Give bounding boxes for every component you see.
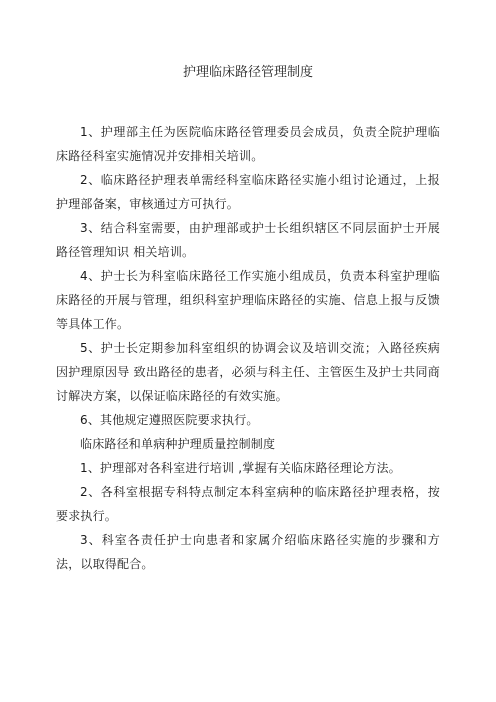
paragraph-4: 4、护士长为科室临床路径工作实施小组成员，负责本科室护理临床路径的开展与管理，组织科室护理临床路径的实施、信息上报与反馈等具体工作。	[56, 269, 440, 331]
paragraph-2: 2、临床路径护理表单需经科室临床路径实施小组讨论通过，上报护理部备案，审核通过方可执行。	[56, 173, 440, 211]
paragraph-6: 6、其他规定遵照医院要求执行。	[80, 413, 259, 427]
paragraph-1: 1、护理部主任为医院临床路径管理委员会成员，负责全院护理临床路径科室实施情况并安排相关培训。	[56, 125, 440, 163]
document-title: 护理临床路径管理制度	[182, 65, 313, 80]
paragraph-3: 3、结合科室需要，由护理部或护士长组织辖区不同层面护士开展路径管理知识 相关培训。	[56, 221, 440, 259]
section-heading: 临床路径和单病种护理质量控制制度	[80, 437, 276, 451]
document-body	[56, 120, 440, 576]
paragraph-5: 5、护士长定期参加科室组织的协调会议及培训交流；入路径疾病因护理原因导 致出路径的患者，必须与科主任、主管医生及护士共同商讨解决方案，以保证临床路径的有效实施。	[56, 341, 440, 403]
paragraph-9: 3、科室各责任护士向患者和家属介绍临床路径实施的步骤和方法，以取得配合。	[56, 533, 440, 571]
paragraph-7: 1、护理部对各科室进行培训 ,掌握有关临床路径理论方法。	[80, 461, 401, 475]
paragraph-8: 2、各科室根据专科特点制定本科室病种的临床路径护理表格，按要求执行。	[56, 485, 440, 523]
